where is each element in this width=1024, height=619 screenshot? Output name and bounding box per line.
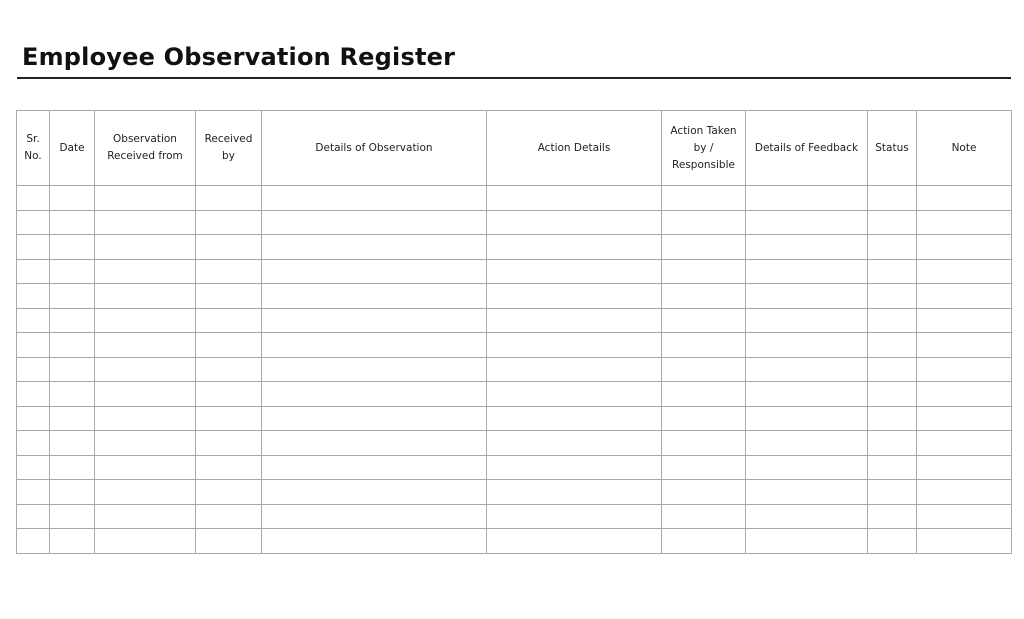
table-cell[interactable]: [917, 284, 1012, 309]
table-cell[interactable]: [17, 406, 50, 431]
column-header-status: Status: [868, 111, 917, 186]
table-row: [17, 357, 1012, 382]
table-cell[interactable]: [95, 308, 196, 333]
table-cell[interactable]: [17, 308, 50, 333]
table-cell[interactable]: [917, 406, 1012, 431]
table-cell[interactable]: [262, 504, 487, 529]
table-cell[interactable]: [50, 480, 95, 505]
table-cell[interactable]: [196, 357, 262, 382]
table-cell[interactable]: [95, 210, 196, 235]
table-cell[interactable]: [17, 186, 50, 211]
table-cell[interactable]: [868, 308, 917, 333]
table-cell[interactable]: [487, 186, 662, 211]
table-row: [17, 235, 1012, 260]
table-cell[interactable]: [17, 210, 50, 235]
table-cell[interactable]: [868, 406, 917, 431]
table-cell[interactable]: [50, 406, 95, 431]
table-cell[interactable]: [662, 382, 746, 407]
table-cell[interactable]: [50, 186, 95, 211]
table-cell[interactable]: [746, 382, 868, 407]
register-body: [17, 186, 1012, 554]
table-cell[interactable]: [95, 529, 196, 554]
table-cell[interactable]: [746, 186, 868, 211]
table-row: [17, 529, 1012, 554]
table-cell[interactable]: [487, 431, 662, 456]
table-cell[interactable]: [95, 480, 196, 505]
table-cell[interactable]: [95, 382, 196, 407]
table-cell[interactable]: [487, 308, 662, 333]
table-cell[interactable]: [50, 210, 95, 235]
table-cell[interactable]: [50, 235, 95, 260]
table-cell[interactable]: [868, 529, 917, 554]
table-cell[interactable]: [262, 529, 487, 554]
table-cell[interactable]: [746, 529, 868, 554]
column-header-details-of-observation: Details of Observation: [262, 111, 487, 186]
table-cell[interactable]: [662, 259, 746, 284]
table-cell[interactable]: [50, 504, 95, 529]
table-cell[interactable]: [662, 504, 746, 529]
table-cell[interactable]: [95, 259, 196, 284]
table-row: [17, 406, 1012, 431]
table-cell[interactable]: [17, 480, 50, 505]
table-cell[interactable]: [196, 529, 262, 554]
table-cell[interactable]: [50, 333, 95, 358]
table-cell[interactable]: [746, 259, 868, 284]
table-cell[interactable]: [868, 504, 917, 529]
table-cell[interactable]: [662, 357, 746, 382]
table-cell[interactable]: [868, 186, 917, 211]
table-row: [17, 480, 1012, 505]
table-cell[interactable]: [487, 406, 662, 431]
column-header-observation-received-from: Observation Received from: [95, 111, 196, 186]
table-row: [17, 186, 1012, 211]
table-cell[interactable]: [662, 235, 746, 260]
table-cell[interactable]: [17, 333, 50, 358]
table-cell[interactable]: [662, 186, 746, 211]
table-cell[interactable]: [868, 259, 917, 284]
table-row: [17, 504, 1012, 529]
table-cell[interactable]: [487, 210, 662, 235]
table-cell[interactable]: [17, 259, 50, 284]
table-cell[interactable]: [95, 455, 196, 480]
table-cell[interactable]: [262, 455, 487, 480]
table-cell[interactable]: [487, 357, 662, 382]
table-cell[interactable]: [17, 382, 50, 407]
table-cell[interactable]: [196, 284, 262, 309]
table-row: [17, 308, 1012, 333]
table-cell[interactable]: [487, 284, 662, 309]
table-cell[interactable]: [95, 406, 196, 431]
table-cell[interactable]: [17, 529, 50, 554]
table-cell[interactable]: [917, 455, 1012, 480]
table-cell[interactable]: [487, 235, 662, 260]
table-row: [17, 259, 1012, 284]
table-cell[interactable]: [746, 210, 868, 235]
table-cell[interactable]: [487, 529, 662, 554]
table-cell[interactable]: [95, 333, 196, 358]
table-cell[interactable]: [262, 357, 487, 382]
column-header-action-details: Action Details: [487, 111, 662, 186]
table-cell[interactable]: [917, 504, 1012, 529]
header-row: [17, 111, 1012, 186]
table-cell[interactable]: [196, 333, 262, 358]
table-row: [17, 455, 1012, 480]
table-cell[interactable]: [746, 357, 868, 382]
table-cell[interactable]: [487, 455, 662, 480]
table-cell[interactable]: [662, 480, 746, 505]
table-cell[interactable]: [17, 235, 50, 260]
table-cell[interactable]: [95, 504, 196, 529]
table-cell[interactable]: [746, 333, 868, 358]
table-cell[interactable]: [262, 480, 487, 505]
observation-register-table: [16, 110, 1012, 554]
table-cell[interactable]: [917, 357, 1012, 382]
table-cell[interactable]: [50, 308, 95, 333]
table-cell[interactable]: [746, 431, 868, 456]
table-cell[interactable]: [262, 431, 487, 456]
table-cell[interactable]: [868, 284, 917, 309]
table-cell[interactable]: [487, 480, 662, 505]
table-cell[interactable]: [17, 455, 50, 480]
table-row: [17, 431, 1012, 456]
column-header-details-of-feedback: Details of Feedback: [746, 111, 868, 186]
table-cell[interactable]: [868, 431, 917, 456]
table-cell[interactable]: [917, 186, 1012, 211]
table-cell[interactable]: [262, 235, 487, 260]
table-cell[interactable]: [262, 308, 487, 333]
table-row: [17, 382, 1012, 407]
table-row: [17, 284, 1012, 309]
table-cell[interactable]: [196, 210, 262, 235]
table-cell[interactable]: [868, 235, 917, 260]
column-header-note: Note: [917, 111, 1012, 186]
table-cell[interactable]: [917, 480, 1012, 505]
table-cell[interactable]: [196, 455, 262, 480]
table-cell[interactable]: [746, 284, 868, 309]
table-cell[interactable]: [196, 431, 262, 456]
table-cell[interactable]: [95, 186, 196, 211]
table-cell[interactable]: [868, 455, 917, 480]
table-cell[interactable]: [95, 235, 196, 260]
table-cell[interactable]: [262, 333, 487, 358]
table-cell[interactable]: [95, 284, 196, 309]
table-cell[interactable]: [50, 382, 95, 407]
table-cell[interactable]: [196, 382, 262, 407]
table-row: [17, 210, 1012, 235]
table-cell[interactable]: [746, 455, 868, 480]
table-cell[interactable]: [50, 259, 95, 284]
table-cell[interactable]: [487, 504, 662, 529]
table-cell[interactable]: [17, 357, 50, 382]
table-cell[interactable]: [196, 186, 262, 211]
table-cell[interactable]: [487, 333, 662, 358]
table-cell[interactable]: [196, 480, 262, 505]
table-cell[interactable]: [662, 284, 746, 309]
table-cell[interactable]: [917, 431, 1012, 456]
table-cell[interactable]: [917, 308, 1012, 333]
table-cell[interactable]: [868, 382, 917, 407]
table-cell[interactable]: [50, 431, 95, 456]
table-cell[interactable]: [196, 308, 262, 333]
table-cell[interactable]: [746, 308, 868, 333]
page-title: Employee Observation Register: [22, 43, 456, 71]
column-header-sr-no: Sr. No.: [17, 111, 50, 186]
table-row: [17, 333, 1012, 358]
table-cell[interactable]: [662, 210, 746, 235]
title-underline: [17, 77, 1011, 79]
table-cell[interactable]: [662, 455, 746, 480]
table-cell[interactable]: [746, 504, 868, 529]
table-cell[interactable]: [17, 284, 50, 309]
column-header-action-taken-by: Action Taken by / Responsible: [662, 111, 746, 186]
table-cell[interactable]: [262, 382, 487, 407]
table-cell[interactable]: [662, 529, 746, 554]
table-cell[interactable]: [95, 357, 196, 382]
table-cell[interactable]: [262, 186, 487, 211]
table-cell[interactable]: [917, 210, 1012, 235]
table-cell[interactable]: [50, 529, 95, 554]
table-cell[interactable]: [662, 406, 746, 431]
table-cell[interactable]: [746, 480, 868, 505]
table-cell[interactable]: [50, 455, 95, 480]
table-cell[interactable]: [262, 284, 487, 309]
table-cell[interactable]: [917, 333, 1012, 358]
table-cell[interactable]: [868, 480, 917, 505]
table-cell[interactable]: [662, 308, 746, 333]
table-cell[interactable]: [868, 357, 917, 382]
table-cell[interactable]: [17, 431, 50, 456]
table-cell[interactable]: [917, 235, 1012, 260]
table-cell[interactable]: [662, 333, 746, 358]
table-cell[interactable]: [746, 406, 868, 431]
table-cell[interactable]: [487, 259, 662, 284]
table-cell[interactable]: [917, 259, 1012, 284]
table-cell[interactable]: [17, 504, 50, 529]
table-cell[interactable]: [50, 357, 95, 382]
table-cell[interactable]: [662, 431, 746, 456]
table-cell[interactable]: [262, 210, 487, 235]
table-cell[interactable]: [196, 259, 262, 284]
table-cell[interactable]: [196, 235, 262, 260]
table-cell[interactable]: [196, 504, 262, 529]
table-cell[interactable]: [917, 382, 1012, 407]
table-cell[interactable]: [262, 406, 487, 431]
table-cell[interactable]: [262, 259, 487, 284]
table-cell[interactable]: [196, 406, 262, 431]
table-cell[interactable]: [487, 382, 662, 407]
column-header-received-by: Received by: [196, 111, 262, 186]
table-cell[interactable]: [50, 284, 95, 309]
column-header-date: Date: [50, 111, 95, 186]
table-cell[interactable]: [868, 333, 917, 358]
table-cell[interactable]: [746, 235, 868, 260]
table-cell[interactable]: [95, 431, 196, 456]
table-cell[interactable]: [868, 210, 917, 235]
table-cell[interactable]: [917, 529, 1012, 554]
